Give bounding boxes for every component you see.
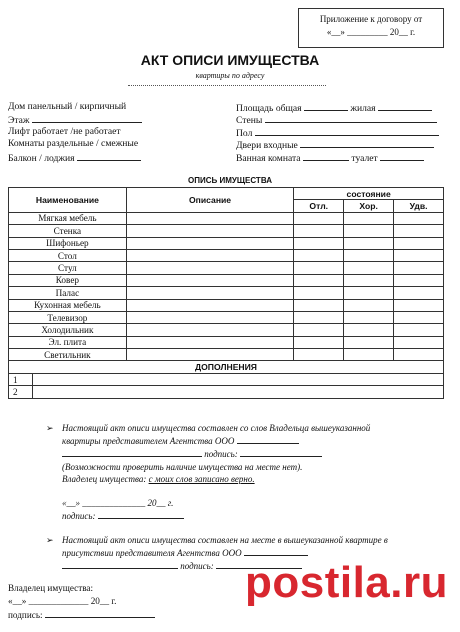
info-walls: Стены: [236, 113, 446, 125]
doors-blank[interactable]: [300, 138, 434, 148]
table-row: Стол: [9, 249, 444, 261]
footer-date: «__» _____________ 20__ г.: [8, 596, 117, 606]
info-right: [236, 101, 446, 163]
info-area: Площадь общая жилая: [236, 101, 446, 113]
toilet-blank[interactable]: [380, 151, 424, 161]
additions-header: ДОПОЛНЕНИЯ: [9, 361, 444, 373]
header-good: Хор.: [344, 200, 394, 212]
table-row: Ковер: [9, 274, 444, 286]
floor-covering-blank[interactable]: [255, 126, 439, 136]
footer-owner: Владелец имущества:: [8, 583, 94, 593]
note1-line4: (Возможности проверить наличие имущества на месте нет).: [62, 461, 303, 472]
table-row: Эл. плита: [9, 336, 444, 348]
bullet-arrow-icon: ➢: [46, 535, 54, 545]
note1-owner: Владелец имущества: с моих слов записано верно.: [62, 473, 255, 484]
note2-signature: подпись:: [62, 559, 446, 572]
footer-signature: подпись:: [8, 608, 228, 622]
info-floor-covering: Пол: [236, 126, 446, 138]
table-row: Холодильник: [9, 324, 444, 336]
header-description: Описание: [126, 188, 294, 213]
appendix-line1: Приложение к договору от: [319, 14, 423, 24]
area-living-blank[interactable]: [378, 101, 432, 111]
info-bathroom: Ванная комната туалет: [236, 151, 446, 163]
walls-blank[interactable]: [265, 113, 437, 123]
area-total-blank[interactable]: [304, 101, 348, 111]
addition-row: 2: [9, 386, 444, 398]
note1-line1: Настоящий акт описи имущества составлен со слов Владельца вышеуказанной: [62, 423, 371, 433]
info-rooms: Комнаты раздельные / смежные: [8, 138, 139, 150]
info-doors: Двери входные: [236, 138, 446, 150]
info-elevator: Лифт работает /не работает: [8, 125, 121, 137]
table-row: Мягкая мебель: [9, 212, 444, 224]
document-subtitle: квартиры по адресу: [195, 71, 265, 80]
bathroom-blank[interactable]: [303, 151, 349, 161]
info-left: [8, 101, 218, 163]
bullet-arrow-icon: ➢: [46, 423, 54, 433]
appendix-line2: «__» _________ 20__ г.: [326, 27, 416, 37]
table-row: Шифоньер: [9, 237, 444, 249]
note1-line2: квартиры представителем Агентства ООО: [62, 434, 446, 447]
addition-row: 1: [9, 373, 444, 385]
header-satisfactory: Удв.: [394, 200, 444, 212]
inventory-section-title: ОПИСЬ ИМУЩЕСТВА: [188, 176, 272, 185]
table-row: Кухонная мебель: [9, 299, 444, 311]
note1-signature2: подпись:: [62, 509, 446, 522]
note-on-owner-words: [62, 422, 446, 522]
appendix-box: [298, 8, 444, 48]
footer: [8, 582, 228, 622]
note1-signature: подпись:: [62, 447, 446, 460]
balcony-blank[interactable]: [77, 151, 141, 161]
note2-line2: присутствии представителя Агентства ООО: [62, 546, 446, 559]
table-row: Стенка: [9, 225, 444, 237]
floor-blank[interactable]: [32, 113, 142, 123]
table-row: Стул: [9, 262, 444, 274]
note2-line1: Настоящий акт описи имущества составлен на месте в вышеуказанной квартире в: [62, 535, 388, 545]
table-row: Светильник: [9, 349, 444, 361]
info-house-type: Дом панельный / кирпичный: [8, 101, 127, 112]
info-balcony: Балкон / лоджия: [8, 151, 218, 163]
header-name: Наименование: [9, 188, 127, 213]
table-row: Телевизор: [9, 311, 444, 323]
postila-watermark-logo: postila.ru: [244, 558, 448, 607]
header-excellent: Отл.: [294, 200, 344, 212]
inventory-table: [8, 187, 444, 399]
document-title: АКТ ОПИСИ ИМУЩЕСТВА: [140, 52, 320, 68]
address-line: [128, 85, 326, 86]
table-row: Палас: [9, 287, 444, 299]
info-floor: Этаж: [8, 113, 218, 125]
note1-date: «__» ______________ 20__ г.: [62, 498, 174, 509]
header-condition: состояние: [294, 188, 444, 200]
